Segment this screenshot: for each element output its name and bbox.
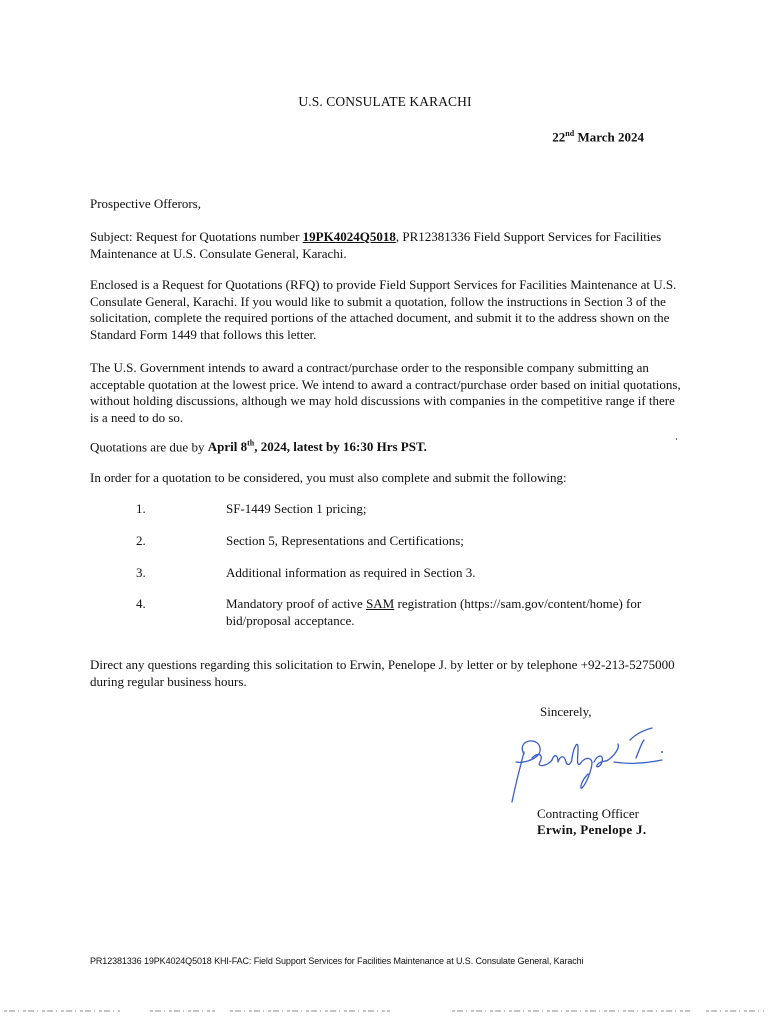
signature-stroke [532,755,552,766]
signature-image [502,718,674,808]
signature-stroke [614,760,662,763]
list-item-text: Mandatory proof of active SAM registration (https://sam.gov/content/home) for bid/proposal acceptance. [226,596,642,628]
list-item-text: Section 5, Representations and Certifications; [226,533,464,548]
signature-stroke [608,744,618,760]
signature-dot [661,751,663,753]
signature-stroke [516,741,540,762]
salutation: Prospective Offerors, [90,196,201,211]
scan-artifact-line [0,1008,770,1014]
letter-heading: U.S. CONSULATE KARACHI [298,94,472,109]
requirements-intro: In order for a quotation to be considered, you must also complete and submit the following: [90,470,567,485]
list-item-number: 2. [136,533,146,548]
list-item-text: Additional information as required in Section 3. [226,565,476,580]
signature-stroke [512,752,524,802]
signature-stroke [580,758,592,788]
signature-stroke [552,756,572,765]
subject-line: Subject: Request for Quotations number 19PK4024Q5018, PR12381336 Field Support Services for Facilities Maintenance at U.S. Consulate General, Karachi. [90,229,662,261]
page-footer: PR12381336 19PK4024Q5018 KHI-FAC: Field Support Services for Facilities Maintenance at U.S. Consulate General, Karachi [90,956,584,966]
paragraph-enclosed: Enclosed is a Request for Quotations (RFQ) to provide Field Support Services for Facilities Maintenance at U.S. Consulate General, Karachi. If you would like to submit a quotation, follow the instructions in Section 3 of the solicitation, complete the required portions of the attached document, and submit it to the address shown on the Standard Form 1449 that follows this letter. [90,277,677,342]
officer-title: Contracting Officer [537,806,639,821]
list-item-number: 4. [136,596,146,611]
signature-stroke [594,756,608,767]
contact-paragraph: Direct any questions regarding this solicitation to Erwin, Penelope J. by letter or by telephone +92-213-5275000 during regular business hours. [90,657,675,689]
officer-name: Erwin, Penelope J. [537,822,647,837]
signature-stroke [636,740,644,758]
list-item-text: SF-1449 Section 1 pricing; [226,501,367,516]
list-item-number: 1. [136,501,146,516]
rfq-number: 19PK4024Q5018 [302,229,396,244]
letter-date: 22nd March 2024 [552,129,644,145]
scan-speck [676,438,677,440]
list-item-number: 3. [136,565,146,580]
signature-stroke [572,744,580,764]
closing: Sincerely, [540,704,592,719]
paragraph-award: The U.S. Government intends to award a contract/purchase order to the responsible company submitting an acceptable quotation at the lowest price. We intend to award a contract/purchase order based on initial quotations, without holding discussions, although we may hold discussions with companies in the competitive range if there is a need to do so. [90,360,681,425]
due-date-line: Quotations are due by April 8th, 2024, latest by 16:30 Hrs PST. [90,439,427,455]
sam-link-text: SAM [366,596,395,611]
signature-stroke [630,728,652,740]
